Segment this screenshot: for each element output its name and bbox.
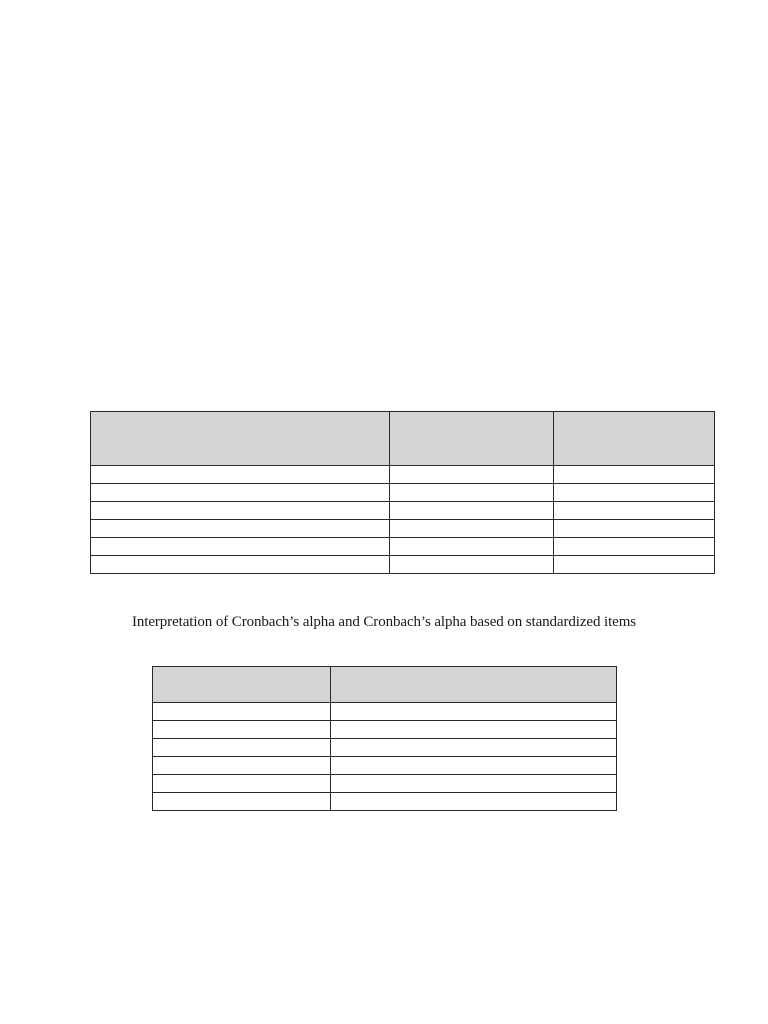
- header-cell: [153, 667, 331, 703]
- table-cell: [91, 556, 390, 574]
- table-cell: [390, 556, 554, 574]
- table-cell: [554, 484, 715, 502]
- table-cell: [153, 739, 331, 757]
- table-cell: [390, 502, 554, 520]
- reliability-table: [90, 411, 715, 574]
- table-cell: [91, 466, 390, 484]
- header-cell: [554, 412, 715, 466]
- table-row: [153, 757, 617, 775]
- table-cell: [153, 757, 331, 775]
- table-row: [91, 538, 715, 556]
- table-cell: [331, 757, 617, 775]
- table-cell: [91, 502, 390, 520]
- header-cell: [91, 412, 390, 466]
- table-cell: [331, 739, 617, 757]
- table-row: [153, 739, 617, 757]
- table-header-row: [91, 412, 715, 466]
- table-cell: [153, 775, 331, 793]
- table-cell: [331, 793, 617, 811]
- table-cell: [554, 520, 715, 538]
- table-row: [91, 556, 715, 574]
- table-cell: [153, 793, 331, 811]
- table-cell: [390, 520, 554, 538]
- table-cell: [331, 721, 617, 739]
- table-caption: Interpretation of Cronbach’s alpha and Cronbach’s alpha based on standardized items: [131, 614, 637, 630]
- table-header-row: [153, 667, 617, 703]
- table-row: [153, 775, 617, 793]
- table-cell: [554, 538, 715, 556]
- table-cell: [91, 520, 390, 538]
- table-row: [91, 466, 715, 484]
- table-cell: [91, 484, 390, 502]
- header-cell: [390, 412, 554, 466]
- table-cell: [554, 466, 715, 484]
- table-cell: [390, 466, 554, 484]
- table-row: [91, 484, 715, 502]
- table-cell: [91, 538, 390, 556]
- table-row: [91, 502, 715, 520]
- table-row: [153, 721, 617, 739]
- interpretation-table: [152, 666, 617, 811]
- table-row: [153, 793, 617, 811]
- table-row: [91, 520, 715, 538]
- table-cell: [153, 703, 331, 721]
- table-cell: [554, 556, 715, 574]
- table-cell: [390, 484, 554, 502]
- header-cell: [331, 667, 617, 703]
- table-cell: [331, 703, 617, 721]
- table-cell: [390, 538, 554, 556]
- table-cell: [331, 775, 617, 793]
- table-cell: [554, 502, 715, 520]
- table-row: [153, 703, 617, 721]
- table-cell: [153, 721, 331, 739]
